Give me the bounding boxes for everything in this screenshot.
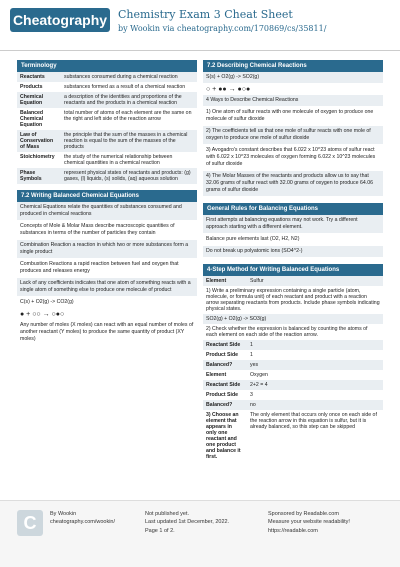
writing-row: Concepts of Mole & Molar Mass describe macroscopic quantities of substances in terms of the number of particles they contain [17, 221, 197, 240]
method-step-text: 1) Write a preliminary expression containing a single particle (atom, molecule, or formula unit) of each reactant and product with a reaction arrow separating reactants from products. Include phase symbols indicating physical states. [206, 288, 380, 313]
rule-item: Do not break up polyatomic ions (SO4^2-) [203, 246, 383, 258]
method-header-value: Sulfur [247, 276, 383, 286]
method-key: Product Side [206, 392, 238, 399]
left-column [17, 60, 197, 346]
method-table-row [203, 370, 383, 380]
way-item: 2) The coefficients tell us that one mole of sulfur reacts with one mole of oxygen to produce one mole of sulfur dioxide [203, 126, 383, 145]
writing-title: 7.2 Writing Balanced Chemical Equations [17, 190, 197, 202]
way-item: 1) One atom of sulfur reacts with one molecule of oxygen to produce one molecule of sulfur dioxide [203, 107, 383, 126]
sponsor-info [268, 510, 350, 535]
method-value: no [247, 400, 383, 410]
method-step-3 [203, 410, 383, 462]
describing-molecule-diagram: ○ + ●● → ●○● [206, 86, 251, 94]
writing-row: Combustion Reactions a rapid reaction between fuel and oxygen that produces and releases energy [17, 259, 197, 278]
method-table [203, 276, 383, 462]
term-key: Stoichiometry [20, 154, 55, 160]
rule-item: First attempts at balancing equations may not work. Try a different approach starting with a different element. [203, 215, 383, 234]
method-step [203, 286, 383, 314]
term-key: Law of Conservation of Mass [17, 130, 61, 152]
method-key: Reactant Side [203, 380, 247, 390]
method-table-row [203, 380, 383, 390]
writing-row: Combination Reaction a reaction in which two or more substances form a single product [17, 240, 197, 259]
term-value: represent physical states of reactants and products: (g) gases, (l) liquids, (s) solids, (aq) aqueous solution [61, 168, 197, 184]
author-link[interactable]: cheatography.com/wookin/ [50, 519, 116, 526]
terminology-row [17, 72, 197, 82]
method-table-row [203, 390, 383, 400]
method-value: 1 [250, 352, 253, 359]
terminology-row [17, 152, 197, 168]
method-key: Product Side [206, 352, 238, 359]
terminology-row [17, 108, 197, 130]
author-name: By Wookin [50, 511, 77, 517]
term-key: Products [20, 84, 43, 90]
method-key: Element [206, 372, 227, 379]
site-logo[interactable]: Cheatography [10, 8, 110, 32]
sponsor-name: Sponsored by Readable.com [268, 511, 339, 517]
method-value: 3 [250, 392, 253, 399]
method-table-row [203, 360, 383, 370]
method-table-row [203, 400, 383, 410]
term-key: Reactants [17, 72, 61, 82]
term-value: the principle that the sum of the masses in a chemical reaction is equal to the sum of the masses of the products [61, 130, 197, 152]
method-key: 3) Choose an element that appears in only one reactant and one product and balance it first. [206, 412, 241, 461]
method-table-row [203, 340, 383, 350]
describing-title: 7.2 Describing Chemical Reactions [203, 60, 383, 72]
method-header-element: Element [203, 276, 247, 286]
header [0, 0, 400, 60]
term-value: the study of the numerical relationship between chemical quantities in a chemical reaction [64, 154, 173, 166]
terminology-title: Terminology [17, 60, 197, 72]
method-value: The only element that occurs only once on each side of the reaction arrow in this equation is sulfur, but it is already balanced, so this step can be skipped [250, 412, 377, 431]
method-value: yes [247, 360, 383, 370]
right-column [203, 60, 383, 462]
term-value: total number of atoms of each element are the same on the right and left side of the reaction arrow [64, 110, 192, 122]
terminology-row [17, 92, 197, 108]
method-key: Balanced? [203, 400, 247, 410]
method-value: 1 [247, 340, 383, 350]
rule-item: Balance pure elements last (O2, H2, N2) [203, 234, 383, 246]
author-avatar[interactable]: C [17, 510, 43, 536]
method-title: 4-Step Method for Writing Balanced Equations [203, 264, 383, 276]
describing-equation: S(s) + O2(g) -> SO2(g) [203, 72, 383, 84]
term-key: Phase Symbols [17, 168, 61, 184]
author-info [50, 510, 115, 527]
method-table-row [203, 350, 383, 360]
way-item: 4) The Molar Masses of the reactants and products allow us to say that 32.06 grams of sulfur react with 32.00 grams of oxygen to produce 64.06 grams of sulfur dioxide [203, 171, 383, 197]
term-key: Balanced Chemical Equation [20, 110, 44, 128]
writing-row: Chemical Equations relate the quantities of substances consumed and produced in chemical reactions [17, 202, 197, 221]
term-key: Chemical Equation [17, 92, 61, 108]
divider [0, 50, 400, 51]
method-step [203, 324, 383, 340]
writing-equation: C(s) + O2(g) -> CO2(g) [17, 297, 197, 309]
way-item: 3) Avogadro's constant describes that 6.022 x 10^23 atoms of sulfur react with 6.022 x 10^23 molecules of oxygen forming 6.022 x 10^23 molecules of sulfur dioxide [203, 145, 383, 171]
terminology-row [17, 130, 197, 152]
publish-status: Not published yet. [145, 511, 190, 517]
last-updated: Last updated 1st December, 2022. [145, 519, 230, 526]
publish-info [145, 510, 229, 535]
writing-molecule-diagram: ● + ○○ → ○●○ [20, 311, 65, 319]
method-key: Balanced? [203, 360, 247, 370]
page-title: Chemistry Exam 3 Cheat Sheet [118, 8, 293, 21]
terminology-table [17, 72, 197, 184]
byline[interactable]: by Wookin via cheatography.com/170869/cs/35811/ [118, 24, 327, 33]
sponsor-tagline: Measure your website readability! [268, 519, 350, 526]
term-value: substances formed as a result of a chemical reaction [64, 84, 186, 90]
method-value: 2+2 = 4 [247, 380, 383, 390]
writing-row: Lack of any coefficients indicates that one atom of something reacts with a single atom of something else to produce one molecule of product [17, 278, 197, 297]
ways-title: 4 Ways to Describe Chemical Reactions [203, 95, 383, 107]
term-value: substances consumed during a chemical reaction [61, 72, 197, 82]
method-equation [203, 314, 383, 324]
method-key: Reactant Side [203, 340, 247, 350]
terminology-row [17, 168, 197, 184]
sponsor-link[interactable]: https://readable.com [268, 527, 318, 534]
writing-row: Any number of moles (X moles) can react with an equal number of moles of another reactant (Y moles) to produce the same quantity of product (XY moles) [17, 320, 197, 346]
rules-title: General Rules for Balancing Equations [203, 203, 383, 215]
term-value: a description of the identities and proportions of the reactants and the products in a chemical reaction [61, 92, 197, 108]
method-equation-text: SO2(g) + O2(g) -> SO3(g) [203, 314, 383, 324]
method-step-text: 2) Check whether the expression is balanced by counting the atoms of each element on each side of the reaction arrow. [206, 326, 368, 339]
terminology-row [17, 82, 197, 92]
method-value: Oxygen [250, 372, 268, 379]
page-number: Page 1 of 2. [145, 527, 175, 534]
